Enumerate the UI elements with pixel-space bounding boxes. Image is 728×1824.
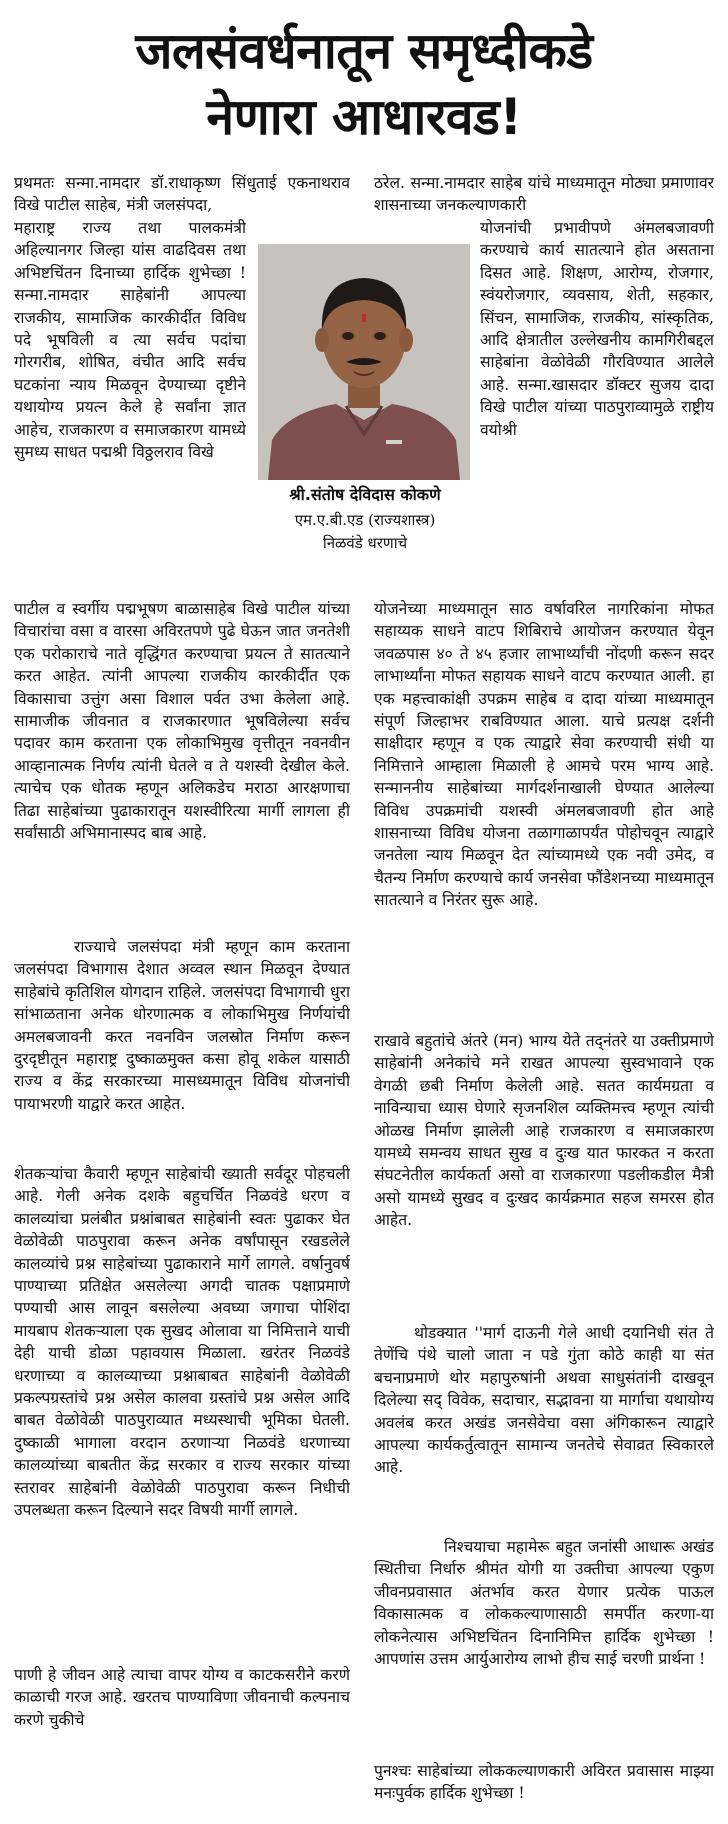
photo-caption-name: श्री.संतोष देविदास कोकणे <box>289 485 441 504</box>
left-intro-side: महाराष्ट्र राज्य तथा पालकमंत्री अहिल्यानगर जिल्हा यांस वाढदिवस तथा अभिष्टचिंतन दिनाच्या हार्दिक शुभेच्छा ! सन्मा.नामदार साहेबांनी आपल्या राजकीय, सामाजिक कारकीर्दीत विविध पदे भूषविली व त्या सर्वच पदांचा गोरगरीब, शोषित, वंचीत आदि सर्वच घटकांना न्याय मिळवून देण्याच्या दृष्टीने यथायोग्य प्रयत्न केले हे सर्वांना ज्ञात आहेच, राजकारण व समाजकारण यामध्ये सुमध्य साधत पद्मश्री विठ्ठलराव विखे <box>14 219 246 462</box>
left-para-1: पाटील व स्वर्गीय पद्मभूषण बाळासाहेब विखे पाटील यांच्या विचारांचा वसा व वारसा अविरतपणे पुढे घेऊन जात जनतेशी एक परोकाराचे नाते वृद्धिंगत करण्याचा प्रयत्न ते सातत्याने करत आहेत. त्यांनी आपल्या राजकीय कारकीर्दीत एक विकासाचा उत्तुंग असा विशाल पर्वत उभा केलेला आहे. सामाजीक जीवनात व राजकारणात भूषविलेल्या सर्वच पदावर काम करताना एक लोकाभिमुख वृत्तीतून नवनवीन आव्हानात्मक निर्णय त्यांनी घेतले व ते यशस्वी देखील केले. त्याचेच एक धोतक म्हणून अलिकडेच मराठा आरक्षणाचा तिढा साहेबांच्या पुढाकारातून यशस्वीरित्या मार्गी लागला ही सर्वांसाठी अभिमानास्पद बाब आहे. <box>14 600 350 843</box>
left-para-3: शेतकऱ्यांचा कैवारी म्हणून साहेबांची ख्याती सर्वदूर पोहचली आहे. गेली अनेक दशके बहुचर्चित निळवंडे धरण व कालव्यांचा प्रलंबीत प्रश्नांबाबत साहेबांनी स्वतः पुढाकर घेत वेळोवेळी पाठपुरावा करून अनेक वर्षांपासून रखडलेले कालव्यांचे प्रश्न साहेबांच्या पुढाकाराने मार्गे लागले. वर्षानुवर्ष पाण्याच्या प्रतिक्षेत असलेल्या अगदी चातक पक्षाप्रमाणे पण्याची आस लावून बसलेल्या अवघ्या जगाचा पोशिंदा मायबाप शेतकऱ्याला एक सुखद ओलावा या निमित्ताने याची देही याची डोळा पहावयास मिळाला. खरंतर निळवंडे धरणाच्या व कालव्याच्या प्रश्नाबाबत साहेबांनी वेळोवेळी प्रकल्पग्रस्तांचे प्रश्न असेल कालवा ग्रस्तांचे प्रश्न असेल आदि बाबत वेळोवेळी पाठपुराव्यात मध्यस्थाची भूमिका घेतली. दुष्काळी भागाला वरदान ठरणाऱ्या निळवंडे धरणाच्या कालव्यांच्या बाबतीत केंद्र सरकार व राज्य सरकार यांच्या स्तरावर साहेबांनी वेळोवेळी पाठपुरावा करून निधीची उपलब्धता करून दिल्याने सदर विषयी मार्गी लागले. <box>14 1165 350 1520</box>
right-para-2: राखावे बहुतांचे अंतरे (मन) भाग्य येते तद्नंतरे या उक्तीप्रमाणे साहेबांनी अनेकांचे मने राखत आपल्या सुस्वभावाने एक वेगळी छबी निर्माण केलेली आहे. सतत कार्यमग्रता व नाविन्याचा ध्यास घेणारे सृजनशिल व्यक्तिमत्त्व म्हणून त्यांची ओळख निर्माण झालेली आहे राजकारण व समाजकारण यामध्ये समन्वय साधत सुख व दुःख यात फारकत न करता संघटनेतील कार्यकर्ता असो वा राजकारणा पडलीकडील मैत्री असो यामध्ये सुखद व दुःखद कार्यक्रमात सहज समरस होत आहेत. <box>374 1032 714 1230</box>
left-intro-top: प्रथमतः सन्मा.नामदार डॉ.राधाकृष्ण सिंधुताई एकनाथराव विखे पाटील साहेब, मंत्री जलसंपदा, <box>14 174 350 215</box>
right-para-3: थोडक्यात ''मार्ग दाऊनी गेले आधी दयानिधी संत ते तेणेंचि पंथे चालो जाता न पडे गुंता कोठे काही या संत बचनाप्रमाणे थोर महापुरुषांनी अथवा साधुसंतांनी दाखवून दिलेल्या सद् विवेक, सदाचार, सद्भावना या मार्गाचा यथायोग्य अवलंब करत अखंड जनसेवेचा वसा अंगिकारून त्याद्वारे आपल्या कार्यकर्तुत्वातून सामान्य जनतेचे सेवाव्रत स्विकारले आहे. <box>374 1324 714 1477</box>
right-para-5: पुनश्चः साहेबांच्या लोककल्याणकारी अविरत प्रवासास माझ्या मनःपुर्वक हार्दिक शुभेच्छा ! <box>374 1762 714 1803</box>
photo-caption-place: निळवंडे धरणाचे <box>322 534 408 552</box>
left-para-2: राज्याचे जलसंपदा मंत्री म्हणून काम करताना जलसंपदा विभागास देशात अव्वल स्थान मिळवून देण्यात साहेबांचे कृतिशिल योगदान राहिले. जलसंपदा विभागाची धुरा सांभाळताना अनेक धोरणात्मक व लोकाभिमुख निर्णयांची अमलबजावनी करत नवनविन जलस्रोत निर्माण करून दुरदृष्टीतून महाराष्ट्र दुष्काळमुक्त कसा होवू शकेल यासाठी राज्य व केंद्र सरकारच्या मासध्यमातून विविध योजनांची पायाभरणी याद्वारे करत आहेत. <box>14 938 350 1113</box>
headline-line-1: जलसंवर्धनातून समृध्दीकडे <box>135 22 593 80</box>
left-para-4: पाणी हे जीवन आहे त्याचा वापर योग्य व काटकसरीने करणे काळाची गरज आहे. खरतच पाण्याविणा जीवनाची कल्पनाच करणे चुकीचे <box>14 1666 350 1729</box>
person-photo <box>258 244 470 480</box>
person-portrait-icon <box>258 244 470 480</box>
right-para-1: योजनेच्या माध्यमातून साठ वर्षावरिल नागरिकांना मोफत सहाय्यक साधने वाटप शिबिराचे आयोजन करण्यात येवून जवळपास ४० ते ४५ हजार लाभार्थ्यांची नोंदणी करून सदर लाभार्थ्यांना मोफत सहायक साधने वाटप करण्यात आली. हा एक महत्त्वाकांक्षी उपक्रम साहेब व दादा यांच्या माध्यमातून संपूर्ण जिल्हाभर राबविण्यात आला. याचे प्रत्यक्ष दर्शनी साक्षीदार म्हणून व एक त्याद्वारे सेवा करण्याची संधी या निमित्ताने आम्हाला मिळाली हे आमचे परम भाग्य आहे. सन्माननीय साहेबांच्या मार्गदर्शनाखाली घेण्यात आलेल्या विविध उपक्रमांची यशस्वी अंमलबजावणी होत आहे शासनाच्या विविध योजना तळागाळापर्यंत पोहोचवून त्याद्वारे जनतेला न्याय मिळवून देत त्यांच्यामध्ये एक नवी उमेद, व चैतन्य निर्माण करण्याचे कार्य जनसेवा फौंडेशनच्या माध्यमातून सातत्याने व निरंतर सुरू आहे. <box>374 600 714 910</box>
right-para-4: निश्चयाचा महामेरू बहुत जनांसी आधारू अखंड स्थितीचा निर्धारु श्रीमंत योगी या उक्तीचा आपल्या एकुण जीवनप्रवासात अंतर्भाव करत येणार प्रत्येक पाऊल विकासात्मक व लोककल्याणासाठी समर्पीत करणा-या लोकनेत्यास अभिष्टचिंतन दिनानिमित्त हार्दिक शुभेच्छा ! आपणांस उत्तम आर्युआरोग्य लाभो हीच साई चरणी प्रार्थना ! <box>374 1538 714 1669</box>
right-intro-top: ठरेल. सन्मा.नामदार साहेब यांचे माध्यमातून मोठ्या प्रमाणावर शासनाच्या जनकल्याणकारी <box>374 174 714 215</box>
right-intro-side: योजनांची प्रभावीपणे अंमलबजावणी करण्याचे कार्य सातत्याने होत असताना दिसत आहे. शिक्षण, आरोग्य, रोजगार, स्वंयरोजगार, व्यवसाय, शेती, सहकार, सिंचन, सामाजिक, राजकीय, सांस्कृतिक, आदि क्षेत्रातील उल्लेखनीय कामगिरीबद्दल साहेबांना वेळोवेळी गौरविण्यात आलेले आहे. सन्मा.खासदार डॉक्टर सुजय दादा विखे पाटील यांच्या पाठपुराव्यामुळे राष्ट्रीय वयोश्री <box>480 219 714 439</box>
photo-caption-qualification: एम.ए.बी.एड (राज्यशास्त्र) <box>294 511 436 529</box>
headline-line-2: नेणारा आधारवड! <box>206 88 522 146</box>
headline <box>0 18 728 150</box>
